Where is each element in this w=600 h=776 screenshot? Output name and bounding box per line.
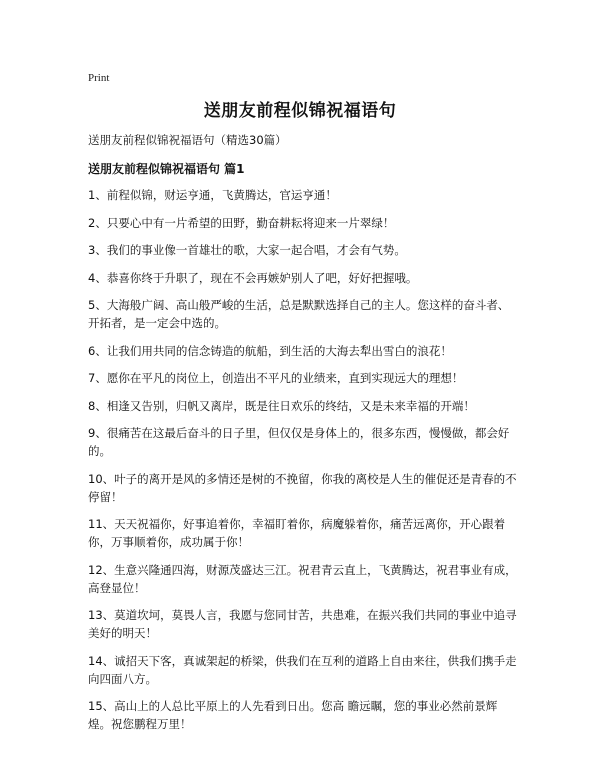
list-item: 7、愿你在平凡的岗位上，创造出不平凡的业绩来，直到实现远大的理想！ (88, 371, 464, 385)
list-item: 2、只要心中有一片希望的田野，勤奋耕耘将迎来一片翠绿！ (88, 215, 395, 230)
list-item: 13、莫道坎坷，莫畏人言，我愿与您同甘苦，共患难，在振兴我们共同的事业中追寻美好的明天！ (88, 608, 517, 640)
list-item: 15、高山上的人总比平原上的人先看到日出。您高 瞻远瞩，您的事业必然前景辉煌。祝您鹏程万里！ (88, 699, 498, 731)
list-item: 4、恭喜你终于升职了，现在不会再嫉妒别人了吧，好好把握哦。 (88, 270, 418, 285)
document-subtitle: 送朋友前程似锦祝福语句（精选30篇） (88, 133, 287, 147)
list-item: 11、天天祝福你，好事追着你，幸福盯着你，病魔躲着你，痛苦远离你，开心跟着你，万事顺着你，成功属于你！ (88, 517, 506, 549)
list-item: 12、生意兴隆通四海，财源茂盛达三江。祝君青云直上，飞黄腾达，祝君事业有成，高登显位！ (88, 562, 517, 595)
list-item: 14、诚招天下客，真诚架起的桥梁，供我们在互利的道路上自由来往，供我们携手走向四面八方。 (88, 653, 517, 686)
list-item: 8、相逢又告别，归帆又离岸，既是往日欢乐的终结，又是未来幸福的开端！ (88, 398, 475, 413)
list-item: 9、很痛苦在这最后奋斗的日子里，但仅仅是身体上的，很多东西，慢慢做，都会好的。 (88, 426, 510, 458)
list-item: 5、大海般广阔、高山般严峻的生活，总是默默选择自己的主人。您这样的奋斗者、开拓者，是一定会中选的。 (88, 298, 510, 330)
list-item: 6、让我们用共同的信念铸造的航船，到生活的大海去犁出雪白的浪花！ (88, 343, 452, 358)
list-item: 3、我们的事业像一首雄壮的歌，大家一起合唱，才会有气势。 (88, 243, 406, 257)
page-title: 送朋友前程似锦祝福语句 (203, 101, 397, 121)
print-link[interactable]: Print (88, 72, 110, 84)
list-item: 1、前程似锦，财运亨通，飞黄腾达，官运亨通！ (88, 188, 337, 202)
list-item: 10、叶子的离开是风的多情还是树的不挽留，你我的离校是人生的催促还是青春的不停留！ (88, 471, 517, 504)
section-heading: 送朋友前程似锦祝福语句 篇1 (88, 162, 245, 176)
blessing-list (88, 186, 520, 743)
